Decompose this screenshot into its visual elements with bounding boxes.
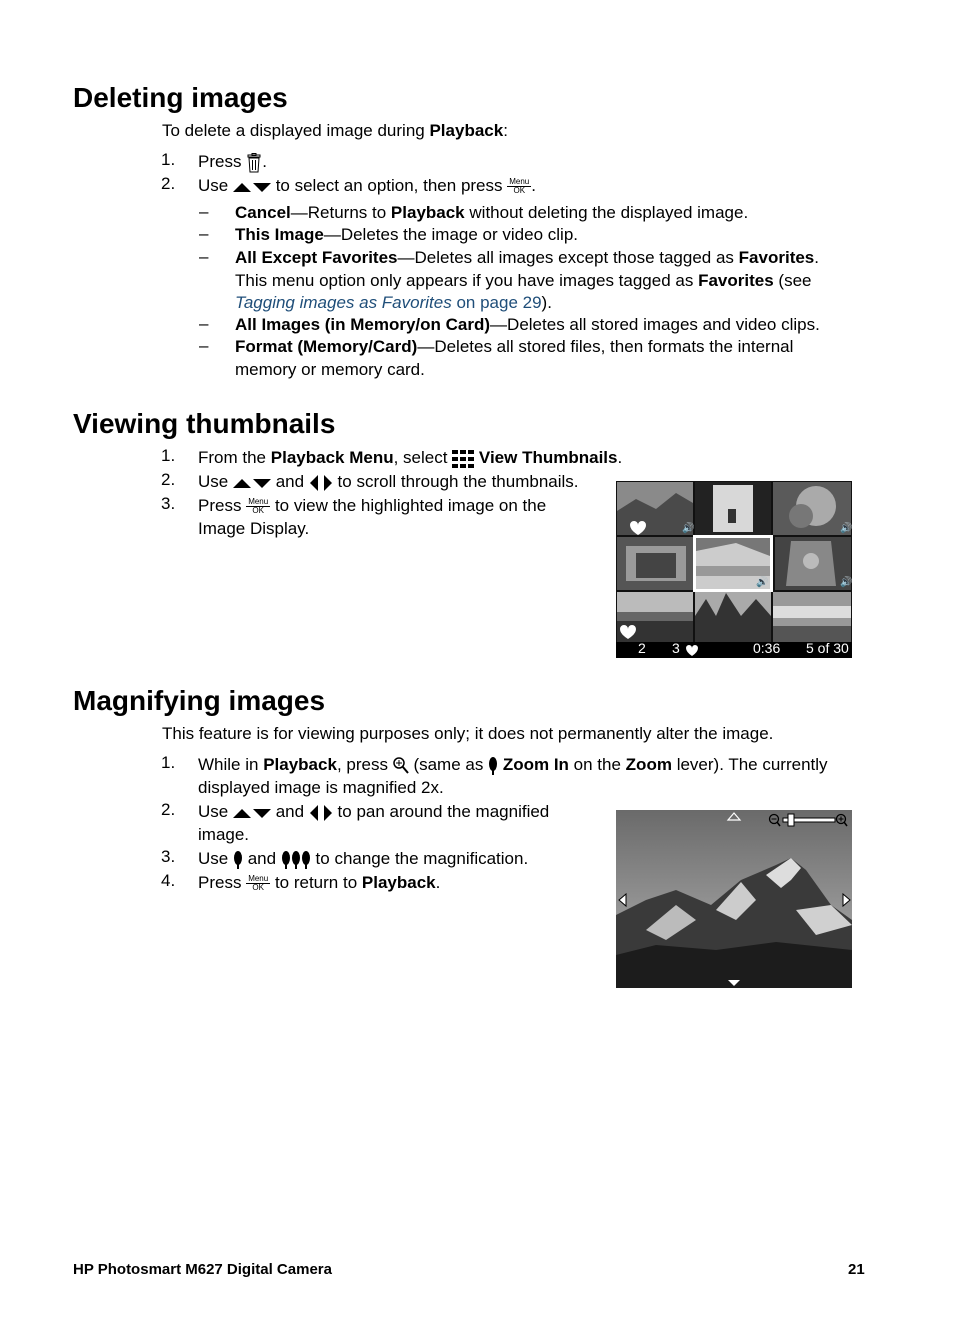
magnify-step-1: While in Playback, press (same as Zoom In on the Zoom lever). The currently displayed image is magnified 2x. xyxy=(198,755,828,797)
delete-step-2: Use to select an option, then press Menu OK . xyxy=(198,176,536,196)
bullet-dash: – xyxy=(199,314,209,333)
svg-text:🔊: 🔊 xyxy=(682,523,695,534)
status-count-2: 2 xyxy=(638,640,646,656)
magnify-step-2: Use and to pan around the magnified image. xyxy=(198,802,550,844)
delete-step-1: Press . xyxy=(198,152,267,171)
magnify-step-3: Use and to change the magnification. xyxy=(198,849,529,868)
svg-text:🔊: 🔊 xyxy=(840,523,852,534)
magnified-mountain-image xyxy=(616,810,852,988)
step-number: 2. xyxy=(161,174,176,193)
left-right-arrows-icon xyxy=(309,475,333,491)
option-this-image: This Image—Deletes the image or video clip. xyxy=(235,225,578,244)
magnify-step-4: Press Menu OK to return to Playback. xyxy=(198,873,441,893)
zoom-out-trees-icon xyxy=(281,851,311,869)
option-cancel: Cancel—Returns to Playback without deleting the displayed image. xyxy=(235,203,749,222)
thumbnails-screen-image xyxy=(616,481,852,658)
left-right-arrows-icon xyxy=(309,805,333,821)
option-all-except-favorites: All Except Favorites—Deletes all images except those tagged as Favorites. This menu option only appears if you have images tagged as Favorites (see Tagging images as Favorites on page 29). xyxy=(235,248,819,312)
zoom-in-tree-icon xyxy=(233,851,243,869)
intro-deleting: To delete a displayed image during Playback: xyxy=(162,121,508,140)
magnify-icon xyxy=(393,757,409,775)
svg-text:🔊: 🔊 xyxy=(840,577,852,588)
thumb-step-1: From the Playback Menu, select View Thumbnails. xyxy=(198,448,623,467)
thumb-step-3: Press Menu OK to view the highlighted image on the Image Display. xyxy=(198,496,547,538)
step-number: 1. xyxy=(161,150,176,169)
zoom-in-tree-icon xyxy=(488,757,498,775)
step-number: 2. xyxy=(161,800,176,819)
intro-magnifying: This feature is for viewing purposes only; it does not permanently alter the image. xyxy=(162,724,774,743)
step-number: 4. xyxy=(161,871,176,890)
svg-text:🔊: 🔊 xyxy=(756,577,769,588)
status-image-count: 5 of 30 xyxy=(806,640,849,656)
heading-magnifying-images: Magnifying images xyxy=(73,685,326,716)
status-count-3: 3 xyxy=(672,640,680,656)
bullet-dash: – xyxy=(199,224,209,243)
menu-ok-icon: Menu OK xyxy=(248,874,269,893)
step-number: 1. xyxy=(161,446,176,465)
step-number: 2. xyxy=(161,470,176,489)
footer-page-number: 21 xyxy=(848,1261,865,1278)
bullet-dash: – xyxy=(199,336,209,355)
status-time: 0:36 xyxy=(753,640,781,656)
page-29-link[interactable]: on page 29 xyxy=(456,293,542,312)
bullet-dash: – xyxy=(199,202,209,221)
up-down-arrows-icon xyxy=(233,477,271,489)
thumbnails-grid-icon xyxy=(452,450,474,468)
step-number: 1. xyxy=(161,753,176,772)
option-all-images: All Images (in Memory/on Card)—Deletes all stored images and video clips. xyxy=(235,315,820,334)
thumb-step-2: Use and to scroll through the thumbnails. xyxy=(198,472,579,491)
option-format: Format (Memory/Card)—Deletes all stored files, then formats the internal memory or memory card. xyxy=(235,337,794,379)
up-down-arrows-icon xyxy=(233,807,271,819)
step-number: 3. xyxy=(161,847,176,866)
bullet-dash: – xyxy=(199,247,209,266)
heading-deleting-images: Deleting images xyxy=(73,82,288,113)
footer-product-name: HP Photosmart M627 Digital Camera xyxy=(73,1261,332,1278)
menu-ok-icon: Menu OK xyxy=(248,497,269,516)
heading-viewing-thumbnails: Viewing thumbnails xyxy=(73,408,336,439)
thumbnail-grid xyxy=(616,481,852,658)
step-number: 3. xyxy=(161,494,176,513)
trash-icon xyxy=(246,153,262,173)
menu-ok-icon: Menu OK xyxy=(509,177,530,196)
up-down-arrows-icon xyxy=(233,181,271,193)
favorites-link[interactable]: Tagging images as Favorites xyxy=(235,293,452,312)
